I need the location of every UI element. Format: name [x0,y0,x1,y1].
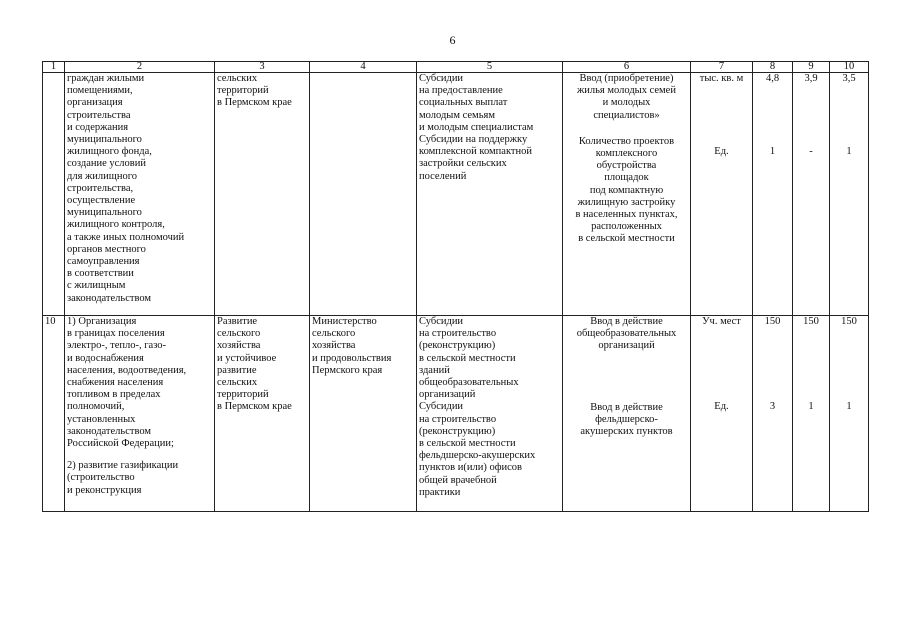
text-line: организация [67,97,123,109]
text-line: 3,9 [804,73,818,84]
text-line: а также иных полномочий [67,231,185,243]
text-line: Ед. [714,146,729,158]
text-line: комплексной компактной [419,146,532,158]
text-line: специалистов» [593,109,660,121]
text-line: 2) развитие газификации [67,460,179,472]
text-line: законодательством [67,292,152,304]
program-table [42,61,869,512]
indicator-cell [563,316,691,512]
value-cell [793,73,830,316]
text-line: самоуправления [67,256,140,268]
text-line: законодательством [67,425,152,437]
text-line: Количество проектов [578,135,675,147]
text-line: установленных [67,413,136,425]
text-line: (строительство [67,472,135,484]
text-line: на предоставление [419,85,503,97]
header-cell: 3 [215,62,310,73]
value-cell [753,73,793,316]
text-line: тыс. кв. м [699,73,744,84]
text-line: на строительство [419,328,497,340]
text-line: помещениями, [67,85,133,97]
text-line: и молодым специалистам [419,121,534,133]
text-line: Субсидии [419,316,464,327]
text-line: жилищную застройку [577,196,676,208]
text-line: и устойчивое [217,352,277,364]
text-line: сельского [312,328,356,340]
text-line: Ввод в действие [590,316,663,327]
text-line: строительства [67,109,131,121]
text-line: 150 [803,316,819,327]
value-cell [830,316,869,512]
header-cell: 10 [830,62,869,73]
text-line: под компактную [589,184,664,196]
text-line: осуществление [67,195,136,207]
text-line: Ввод в действие [590,401,663,413]
text-line: - [809,146,813,158]
text-line: создание условий [67,158,146,170]
text-line: Субсидии [419,73,464,84]
measure-cell [417,316,563,512]
text-line: в границах поселения [67,328,165,340]
text-line: 1 [808,401,814,413]
text-line: сельского [217,328,261,340]
text-line: электро-, тепло-, газо- [67,340,167,352]
text-line: (реконструкцию) [419,425,496,437]
text-line: фельдшерско-акушерских [419,450,536,462]
text-line: социальных выплат [419,97,508,109]
task-cell [65,316,215,512]
text-line: жилищного фонда, [67,146,152,158]
text-line: общеобразовательных [576,328,677,340]
text-line: 1) Организация [67,316,137,327]
header-cell: 4 [310,62,417,73]
text-line: развитие [217,364,257,376]
value-cell [830,73,869,316]
header-cell: 6 [563,62,691,73]
text-line: органов местного [67,243,146,255]
text-line: 1 [846,146,852,158]
text-line: и молодых [602,97,651,109]
text-line: с жилищным [67,280,126,292]
row-number-cell: 10 [43,316,65,512]
text-line: и водоснабжения [67,352,144,364]
text-line: в сельской местности [578,233,675,245]
text-line: в сельской местности [419,352,516,364]
text-line: полномочий, [67,401,125,413]
text-line: муниципального [67,207,142,219]
text-line: 150 [764,316,781,327]
header-cell: 1 [43,62,65,73]
text-line: территорий [217,85,269,97]
text-line: 1 [846,401,852,413]
text-line: населения, водоотведения, [67,364,187,376]
text-line: зданий [419,364,450,376]
header-row [43,62,869,73]
text-line: Пермского края [312,364,383,376]
text-line: пунктов и(или) офисов [419,462,522,474]
text-line: Ед. [714,401,729,413]
responsible-cell [310,316,417,512]
text-line: хозяйства [217,340,261,352]
text-line: территорий [217,389,269,401]
text-line: сельских [217,73,258,84]
text-line: 3,5 [842,73,856,84]
text-line: поселений [419,170,467,182]
header-cell: 7 [691,62,753,73]
text-line: площадок [604,172,649,184]
text-line: расположенных [591,221,662,233]
text-line: Ввод (приобретение) [579,73,674,84]
text-line: в соответствии [67,268,134,280]
measure-cell [417,73,563,316]
text-line: молодым семьям [419,109,495,121]
text-line: обустройства [596,160,657,172]
text-line: организаций [598,340,655,352]
text-line: 150 [841,316,857,327]
text-line: комплексного [595,148,658,160]
text-line: Субсидии [419,401,464,413]
value-cell [793,316,830,512]
text-line: в сельской местности [419,438,516,450]
value-cell [753,316,793,512]
text-line: строительства, [67,182,134,194]
text-line: общеобразовательных [419,377,519,389]
text-line: организаций [419,389,476,401]
task-cell [65,73,215,316]
text-line: Субсидии на поддержку [419,134,528,146]
responsible-cell [310,73,417,316]
text-line: снабжения населения [67,377,164,389]
text-line: муниципального [67,134,142,146]
program-cell [215,316,310,512]
text-line: (реконструкцию) [419,340,496,352]
indicator-cell [563,73,691,316]
table-row [43,73,869,316]
text-line: в Пермском крае [217,97,292,109]
text-line: общей врачебной [419,474,497,486]
page-number: 6 [449,33,456,47]
text-line: 3 [769,401,776,413]
header-cell: 2 [65,62,215,73]
text-line: Уч. мест [702,316,741,327]
text-line: Министерство [312,316,377,327]
text-line: жилищного контроля, [67,219,165,231]
text-line: и продовольствия [312,352,392,364]
unit-cell [691,316,753,512]
text-line: граждан жилыми [67,73,145,84]
text-line: в Пермском крае [217,401,292,413]
text-line: сельских [217,377,258,389]
text-line: топливом в пределах [67,389,161,401]
text-line: 4,8 [765,73,780,84]
text-line: хозяйства [312,340,356,352]
header-cell: 5 [417,62,563,73]
text-line: в населенных пунктах, [575,209,678,221]
text-line: Российской Федерации; [67,438,174,450]
text-line: на строительство [419,413,497,425]
table-row [43,316,869,512]
text-line: 1 [769,146,776,158]
text-line: и содержания [67,121,129,133]
text-line: фельдшерско- [595,413,658,425]
text-line: акушерских пунктов [580,426,673,438]
text-line: для жилищного [67,170,138,182]
unit-cell [691,73,753,316]
text-line: практики [419,486,461,498]
row-number-cell [43,73,65,316]
text-line: застройки сельских [419,158,507,170]
header-cell: 9 [793,62,830,73]
text-line: жилья молодых семей [577,85,676,97]
header-cell: 8 [753,62,793,73]
text-line: Развитие [217,316,258,327]
text-line: и реконструкция [67,484,142,496]
program-cell [215,73,310,316]
